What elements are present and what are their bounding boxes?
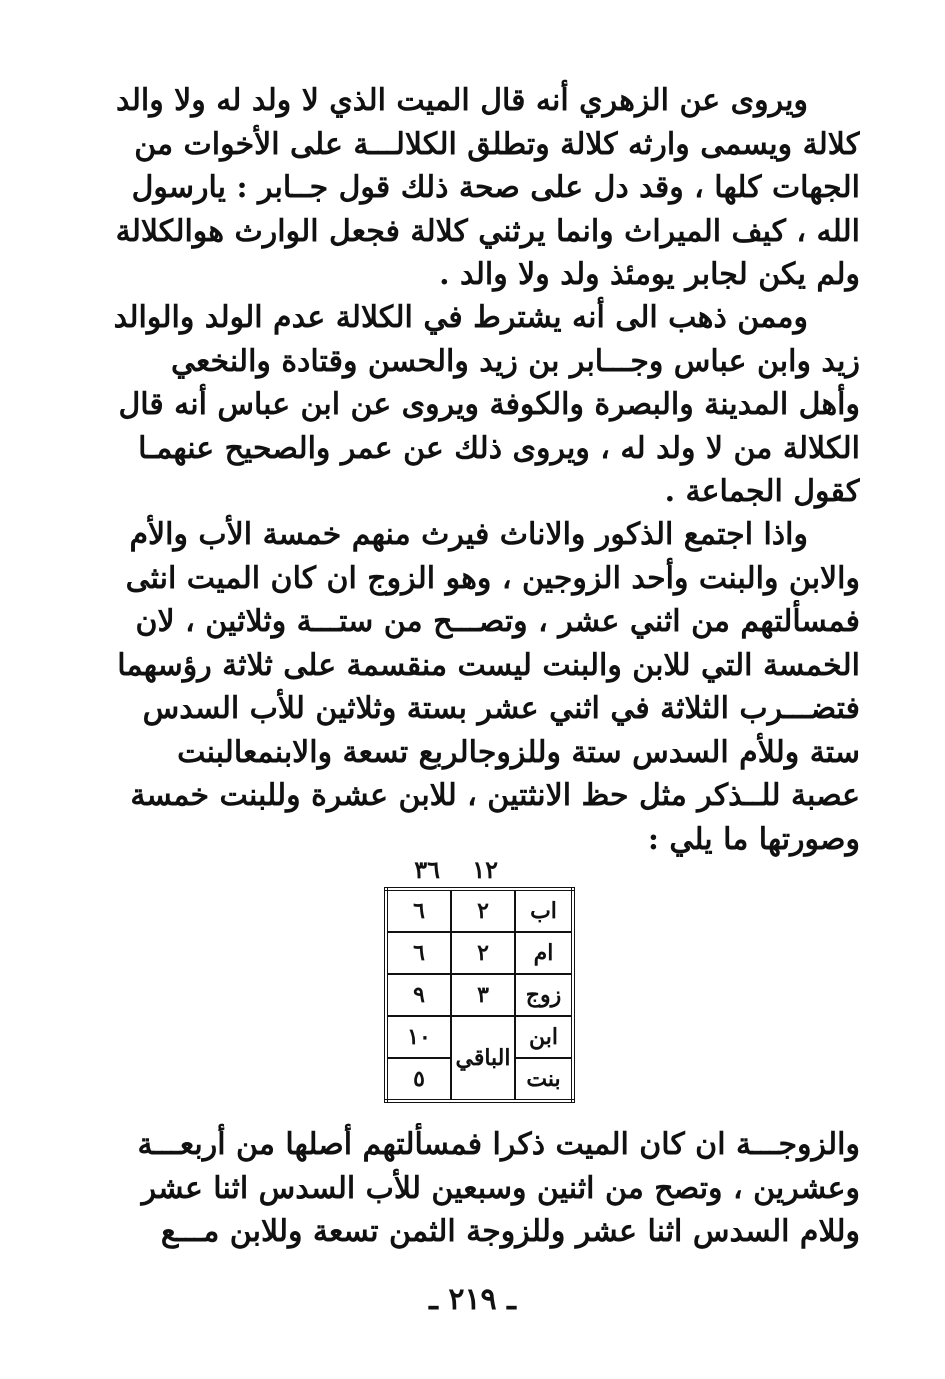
heir-name: بنت — [515, 1058, 573, 1101]
inheritance-table-figure — [380, 855, 575, 1092]
text-line: ستة وللأم السدس ستة وللزوجالربع تسعة والابنمعالبنت — [177, 734, 860, 770]
column-header-12: ١٢ — [472, 855, 498, 884]
share-12-remainder: الباقي — [451, 1016, 515, 1101]
column-header-36: ٣٦ — [414, 855, 440, 884]
text-line: كقول الجماعة . — [664, 474, 860, 509]
heir-name: ام — [515, 932, 573, 974]
paragraph-wife-case — [100, 1123, 860, 1254]
table-row — [386, 932, 573, 974]
text-line: وللام السدس اثنا عشر وللزوجة الثمن تسعة وللابن مـــع — [160, 1214, 860, 1249]
text-line: ويروى عن الزهري أنه قال الميت الذي لا ولد له ولا والد — [116, 83, 808, 118]
text-line: الجهات كلها ، وقد دل على صحة ذلك قول جــابر : يارسول — [131, 170, 860, 205]
text-line: عصبة للــذكر مثل حظ الانثتين ، للابن عشرة وللبنت خمسة — [130, 778, 860, 813]
table-row — [386, 1016, 573, 1058]
text-line: والزوجـــة ان كان الميت ذكرا فمسألتهم أصلها من أربعـــة — [137, 1127, 860, 1162]
share-36: ٩ — [386, 974, 451, 1016]
text-line: ولم يكن لجابر يومئذ ولد ولا والد . — [439, 257, 860, 292]
text-line: الله ، كيف الميراث وانما يرثني كلالة فجعل الوارث هوالكلالة — [115, 213, 860, 249]
text-line: فتضـــرب الثلاثة في اثني عشر بستة وثلاثين للأب السدس — [142, 691, 860, 726]
text-line: وصورتها ما يلي : — [647, 821, 860, 857]
paragraph-kalala-condition — [100, 296, 860, 514]
text-line: زيد وابن عباس وجـــابر بن زيد والحسن وقتادة والنخعي — [171, 343, 860, 379]
heir-name: ابن — [515, 1016, 573, 1058]
text-line: واذا اجتمع الذكور والاناث فيرث منهم خمسة الأب والأم — [129, 517, 808, 552]
text-line: فمسألتهم من اثني عشر ، وتصـــح من ستـــة وثلاثين ، لان — [135, 604, 860, 639]
share-12: ٢ — [451, 889, 515, 932]
heir-name: اب — [515, 889, 573, 932]
page-number: ـ ٢١٩ ـ — [429, 1282, 516, 1317]
text-line: وعشرين ، وتصح من اثنين وسبعين للأب السدس اثنا عشر — [141, 1170, 860, 1206]
text-line: والابن والبنت وأحد الزوجين ، وهو الزوج ان كان الميت انثى — [125, 560, 860, 596]
text-line: الخمسة التي للابن والبنت ليست منقسمة على ثلاثة رؤسهما — [117, 647, 860, 683]
text-line: وممن ذهب الى أنه يشترط في الكلالة عدم الولد والوالد — [113, 300, 808, 335]
text-line: كلالة ويسمى وارثه كلالة وتطلق الكلالـــة على الأخوات من — [134, 126, 860, 162]
table-row — [386, 889, 573, 932]
table-row — [386, 974, 573, 1016]
text-line: وأهل المدينة والبصرة والكوفة ويروى عن ابن عباس أنه قال — [118, 387, 860, 422]
text-line: الكلالة من لا ولد له ، ويروى ذلك عن عمر والصحيح عنهمـا — [138, 430, 860, 466]
share-36: ١٠ — [386, 1016, 451, 1058]
share-36: ٦ — [386, 889, 451, 932]
paragraph-zuhri-kalala — [100, 79, 860, 297]
paragraph-heirs-division — [100, 513, 860, 861]
share-36: ٦ — [386, 932, 451, 974]
share-12: ٣ — [451, 974, 515, 1016]
page-number-footer — [0, 1282, 945, 1317]
heir-name: زوج — [515, 974, 573, 1016]
inheritance-table — [384, 887, 575, 1103]
share-36: ٥ — [386, 1058, 451, 1101]
share-12: ٢ — [451, 932, 515, 974]
table-column-headers — [380, 855, 575, 887]
